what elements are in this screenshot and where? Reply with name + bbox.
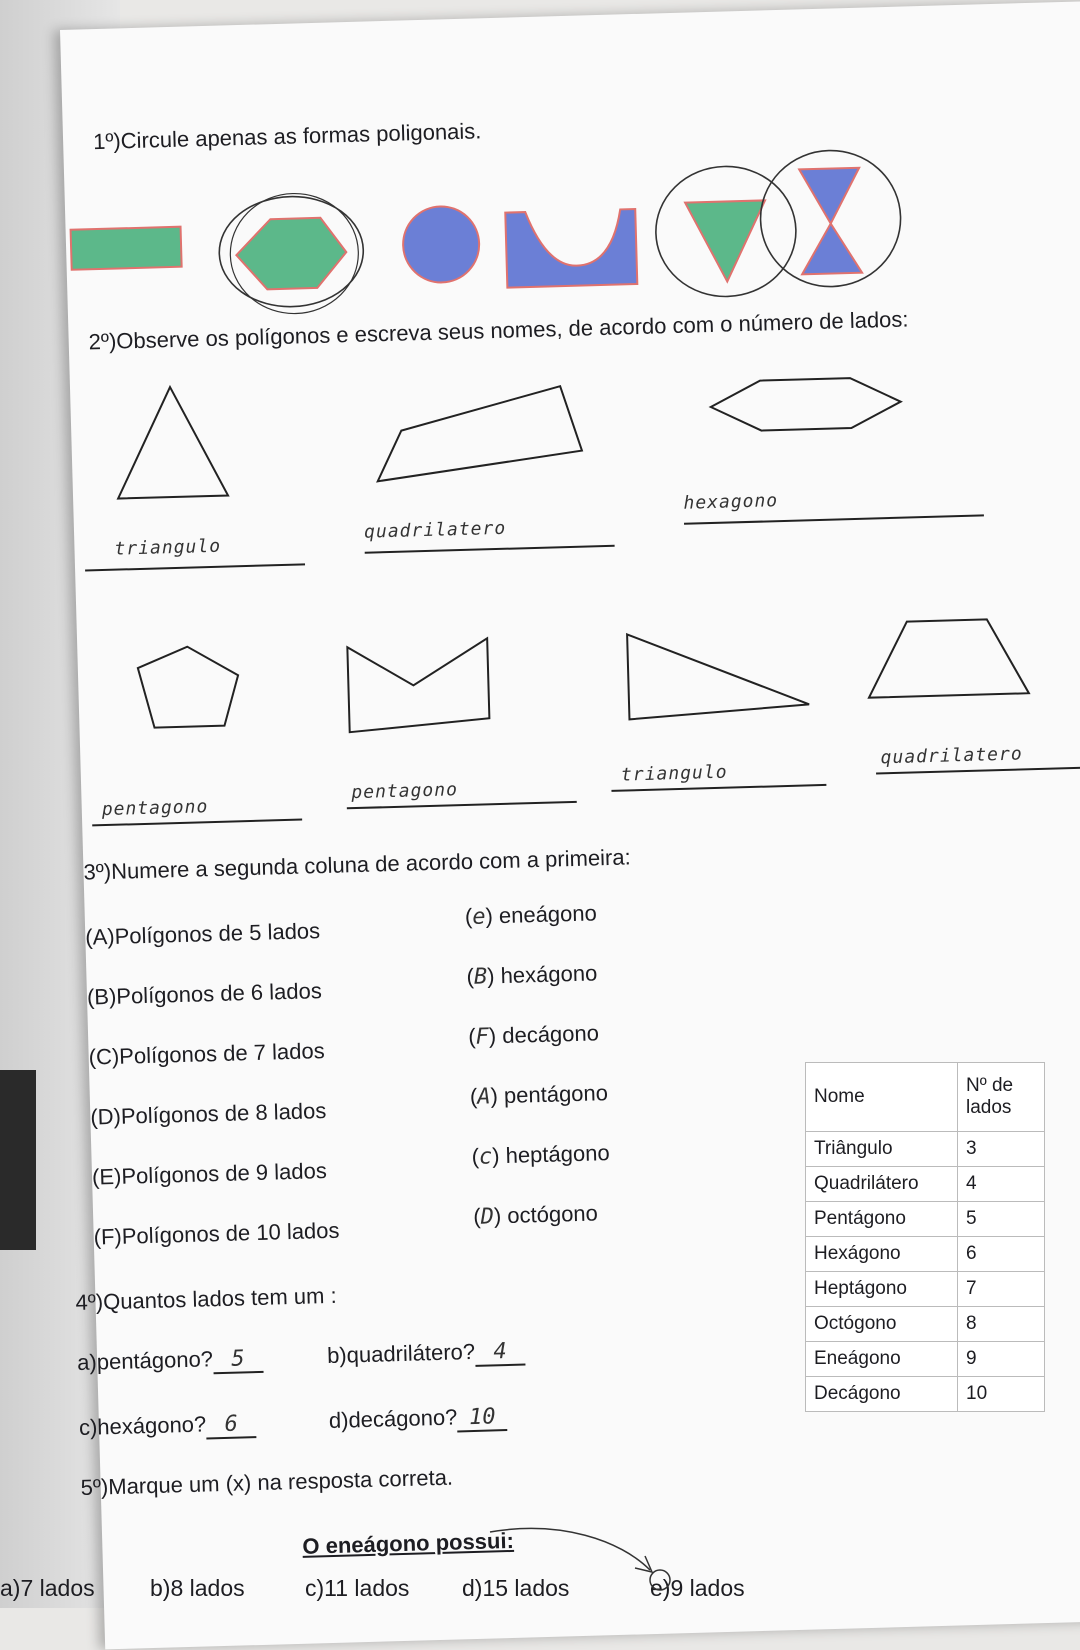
- answer-shape-6: triangulo: [620, 761, 728, 786]
- q4-a-label: a)pentágono?: [76, 1346, 214, 1376]
- table-header-sides: Nº de lados: [958, 1063, 1045, 1132]
- polygon-reference-table: [805, 1062, 1045, 1412]
- q5-option-c: c)11 lados: [305, 1575, 410, 1601]
- table-cell: Decágono: [806, 1377, 958, 1412]
- q3-right-item: (c) heptágono: [471, 1140, 610, 1170]
- table-row: [806, 1272, 1045, 1307]
- q5-option-b: b)8 lados: [150, 1575, 245, 1601]
- answer-line: [85, 563, 305, 571]
- table-header-row: [806, 1063, 1045, 1132]
- q3-right-item: (A) pentágono: [469, 1080, 609, 1110]
- answer-shape-5: pentagono: [351, 779, 459, 804]
- q4-b: [327, 1338, 526, 1372]
- answer-line: [611, 784, 826, 792]
- q3-left-item: (A)Polígonos de 5 lados: [84, 918, 321, 950]
- q5-subtitle: O eneágono possui:: [302, 1527, 515, 1559]
- q4-d: [329, 1403, 508, 1436]
- table-cell: Triângulo: [806, 1132, 958, 1167]
- table-cell: 7: [958, 1272, 1045, 1307]
- answer-shape-1: triangulo: [114, 535, 222, 560]
- q4-c-label: c)hexágono?: [78, 1411, 207, 1441]
- table-cell: Pentágono: [806, 1202, 958, 1237]
- table-cell: Octógono: [806, 1307, 958, 1342]
- q5-option-d: d)15 lados: [462, 1575, 570, 1601]
- q3-right-item: (D) octógono: [472, 1200, 599, 1230]
- q3-mark: A: [476, 1084, 491, 1110]
- answer-shape-4: pentagono: [101, 796, 209, 821]
- q4-d-answer: 10: [457, 1404, 508, 1432]
- q3-prompt: 3º)Numere a segunda coluna de acordo com a primeira:: [83, 844, 631, 885]
- table-header-name: Nome: [806, 1063, 958, 1132]
- q3-mark: e: [471, 904, 486, 930]
- q1-shapes: [64, 145, 968, 310]
- q3-left-item: (B)Polígonos de 6 lados: [86, 978, 323, 1010]
- answer-line: [684, 514, 984, 524]
- q3-mark: B: [473, 964, 488, 990]
- q3-right-name: eneágono: [498, 900, 598, 929]
- answer-arrow: [480, 1520, 680, 1590]
- table-row: [806, 1167, 1045, 1202]
- answer-shape-2: quadrilatero: [363, 517, 507, 543]
- q3-right-name: octógono: [506, 1200, 599, 1228]
- q3-mark: D: [480, 1204, 495, 1230]
- q3-left-item: (E)Polígonos de 9 lados: [91, 1158, 328, 1190]
- q4-d-label: d)decágono?: [328, 1404, 458, 1434]
- q2-shapes-row1: [70, 355, 973, 510]
- q3-right-name: hexágono: [500, 960, 598, 989]
- q2-prompt: 2º)Observe os polígonos e escreva seus nomes, de acordo com o número de lados:: [88, 306, 909, 355]
- table-row: [806, 1342, 1045, 1377]
- table-cell: Eneágono: [806, 1342, 958, 1377]
- table-cell: 3: [958, 1132, 1045, 1167]
- table-row: [806, 1202, 1045, 1237]
- q4-a: [77, 1345, 264, 1378]
- q4-b-answer: 4: [475, 1339, 526, 1367]
- table-cell: 10: [958, 1377, 1045, 1412]
- table-row: [806, 1237, 1045, 1272]
- table-cell: 5: [958, 1202, 1045, 1237]
- q3-mark: c: [478, 1144, 493, 1170]
- table-row: [806, 1132, 1045, 1167]
- table-cell: Heptágono: [806, 1272, 958, 1307]
- q4-a-answer: 5: [213, 1346, 264, 1374]
- q3-left-item: (F)Polígonos de 10 lados: [93, 1217, 340, 1250]
- answer-shape-7: quadrilatero: [880, 743, 1023, 769]
- q4-c-answer: 6: [206, 1411, 257, 1439]
- q3-right-name: decágono: [501, 1020, 600, 1049]
- table-cell: Hexágono: [806, 1237, 958, 1272]
- answer-line: [92, 819, 302, 827]
- q2-shapes-row2: [77, 602, 1080, 760]
- table-cell: 4: [958, 1167, 1045, 1202]
- q3-right-item: (e) eneágono: [464, 900, 598, 930]
- q3-mark: F: [475, 1024, 490, 1050]
- q5-option-e: e)9 lados: [650, 1575, 745, 1601]
- q5-prompt: 5º)Marque um (x) na resposta correta.: [80, 1464, 454, 1500]
- table-cell: Quadrilátero: [806, 1167, 958, 1202]
- table-cell: 9: [958, 1342, 1045, 1377]
- q4-c: [79, 1410, 257, 1443]
- table-cell: 6: [958, 1237, 1045, 1272]
- q4-b-label: b)quadrilátero?: [326, 1338, 476, 1369]
- answer-shape-3: hexagono: [683, 490, 779, 514]
- q3-left-item: (D)Polígonos de 8 lados: [90, 1097, 327, 1130]
- q3-right-item: (F) decágono: [467, 1020, 600, 1050]
- photo-shadow-band: [0, 1070, 36, 1250]
- q5-option-a: a)7 lados: [0, 1575, 95, 1601]
- q3-right-name: pentágono: [503, 1080, 609, 1109]
- answer-line: [365, 545, 615, 554]
- q3-right-item: (B) hexágono: [466, 960, 598, 990]
- table-row: [806, 1377, 1045, 1412]
- table-row: [806, 1307, 1045, 1342]
- q3-left-item: (C)Polígonos de 7 lados: [88, 1038, 325, 1070]
- q4-prompt: 4º)Quantos lados tem um :: [75, 1282, 337, 1316]
- q1-prompt: 1º)Circule apenas as formas poligonais.: [92, 118, 482, 155]
- table-cell: 8: [958, 1307, 1045, 1342]
- q3-right-name: heptágono: [505, 1140, 610, 1168]
